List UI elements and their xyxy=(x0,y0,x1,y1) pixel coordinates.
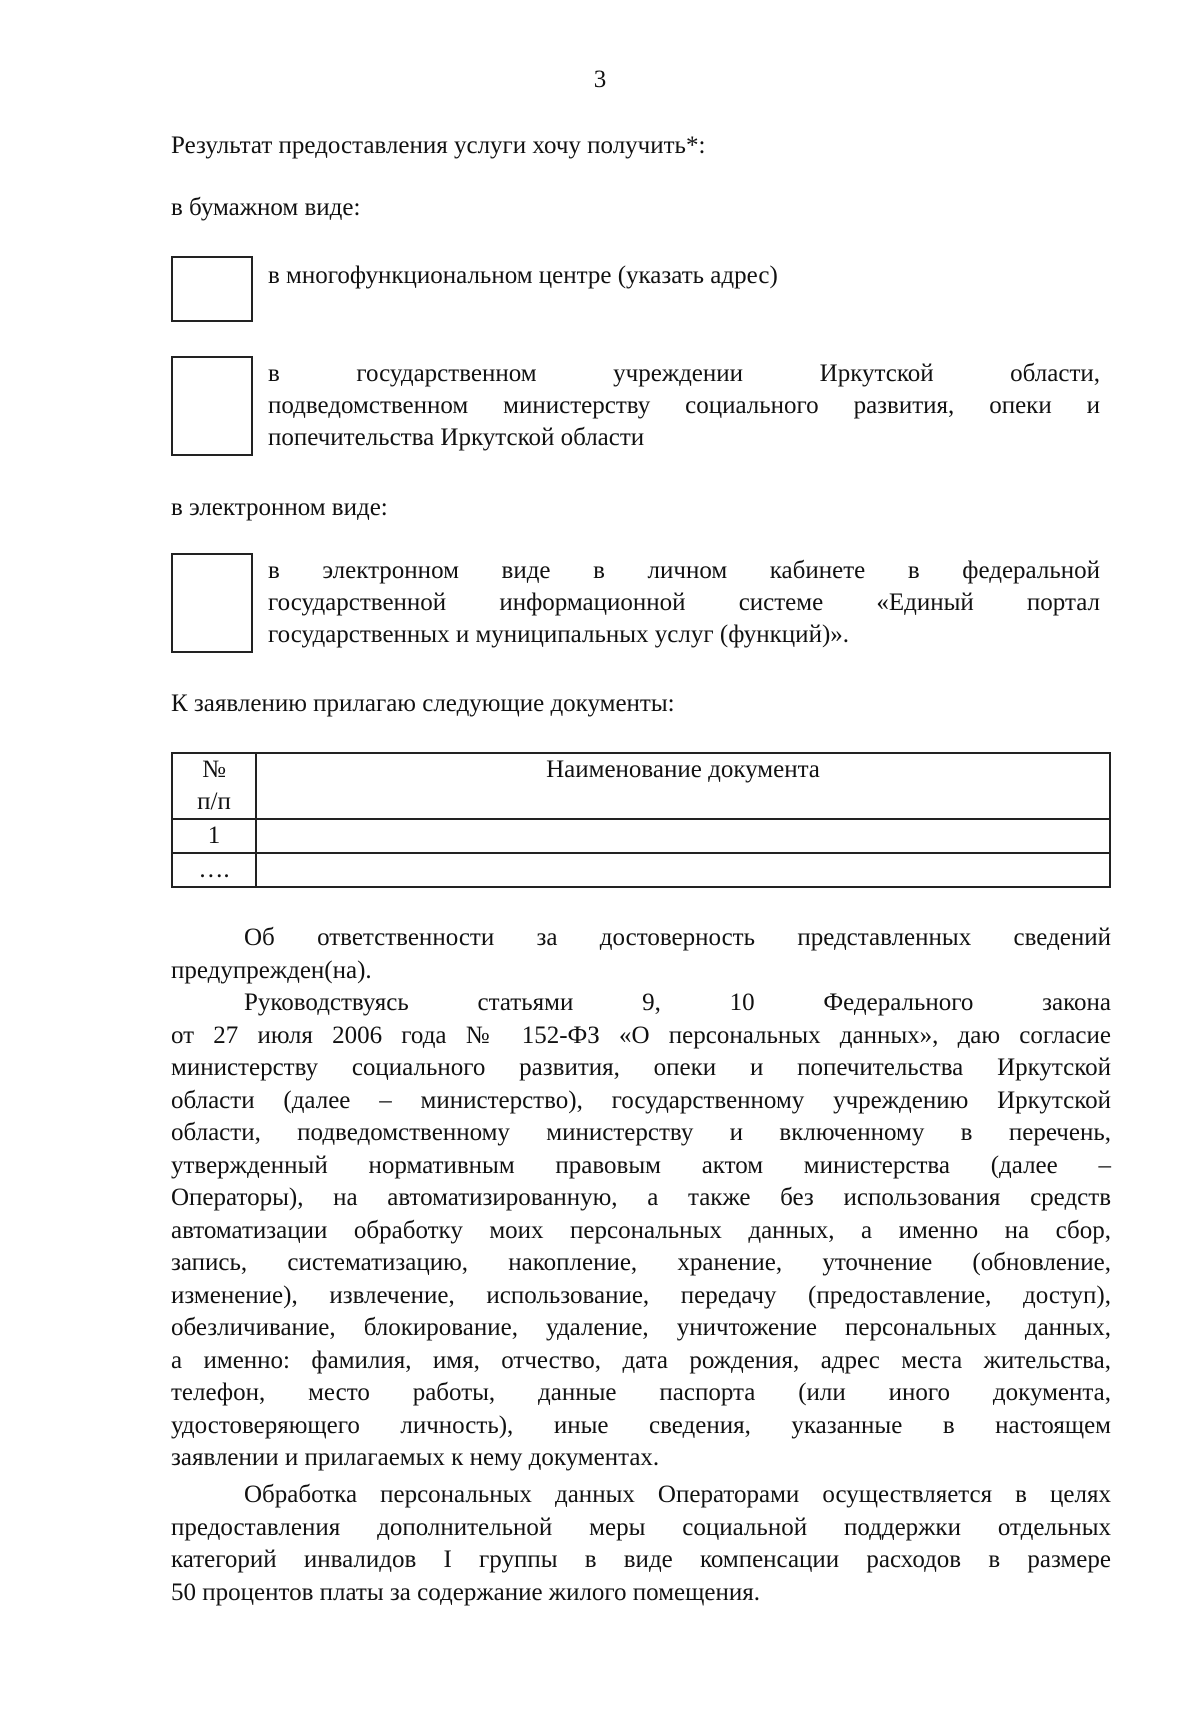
table-row xyxy=(172,819,1110,853)
attachments-heading: К заявлению прилагаю следующие документы: xyxy=(171,690,675,717)
row-name-cell[interactable] xyxy=(256,853,1110,887)
mfc-checkbox[interactable] xyxy=(171,256,253,322)
processing-paragraph: Обработка персональных данных Операторами осуществляется в целях предоставления дополнительной меры социальной поддержки отдельных категорий инвалидов I группы в виде компенсации расходов в размере 50 процентов платы за содержание жилого помещения. xyxy=(171,1481,1111,1606)
consent-paragraph: Руководствуясь статьями 9, 10 Федерального закона от 27 июля 2006 года № 152-ФЗ «О персональных данных», даю согласие министерству социального развития, опеки и попечительства Иркутской области (далее – министерство), государственному учреждению Иркутской области, подведомственному министерству и включенному в перечень, утвержденный нормативным правовым актом министерства (далее – Операторы), на автоматизированную, а также без использования средств автоматизации обработку моих персональных данных, а именно на сбор, запись, систематизацию, накопление, хранение, уточнение (обновление, изменение), извлечение, использование, передачу (предоставление, доступ), обезличивание, блокирование, удаление, уничтожение персональных данных, а именно: фамилия, имя, отчество, дата рождения, адрес места жительства, телефон, место работы, данные паспорта (или иного документа, удостоверяющего личность), иные сведения, указанные в настоящем заявлении и прилагаемых к нему документах. xyxy=(171,989,1111,1471)
paper-label: в бумажном виде: xyxy=(171,194,361,221)
row-number-cell: 1 xyxy=(172,819,256,853)
state-institution-checkbox[interactable] xyxy=(171,356,253,456)
header-name-cell: Наименование документа xyxy=(256,753,1110,819)
result-heading: Результат предоставления услуги хочу получить*: xyxy=(171,132,706,159)
page-number: 3 xyxy=(593,66,607,93)
responsibility-paragraph: Об ответственности за достоверность представленных сведений предупрежден(на). xyxy=(171,924,1111,984)
row-name-cell[interactable] xyxy=(256,819,1110,853)
row-number-cell: …. xyxy=(172,853,256,887)
mfc-option-label: в многофункциональном центре (указать адрес) xyxy=(268,262,778,289)
epgu-checkbox[interactable] xyxy=(171,553,253,653)
table-header-row xyxy=(172,753,1110,819)
table-row xyxy=(172,853,1110,887)
documents-table xyxy=(171,752,1111,888)
electronic-label: в электронном виде: xyxy=(171,494,388,521)
state-institution-option-label: в государственном учреждении Иркутской области, подведомственном министерству социального развития, опеки и попечительства Иркутской области xyxy=(268,360,1100,451)
header-number-cell: № п/п xyxy=(172,753,256,819)
epgu-option-label: в электронном виде в личном кабинете в федеральной государственной информационной системе «Единый портал государственных и муниципальных услуг (функций)». xyxy=(268,557,1100,648)
